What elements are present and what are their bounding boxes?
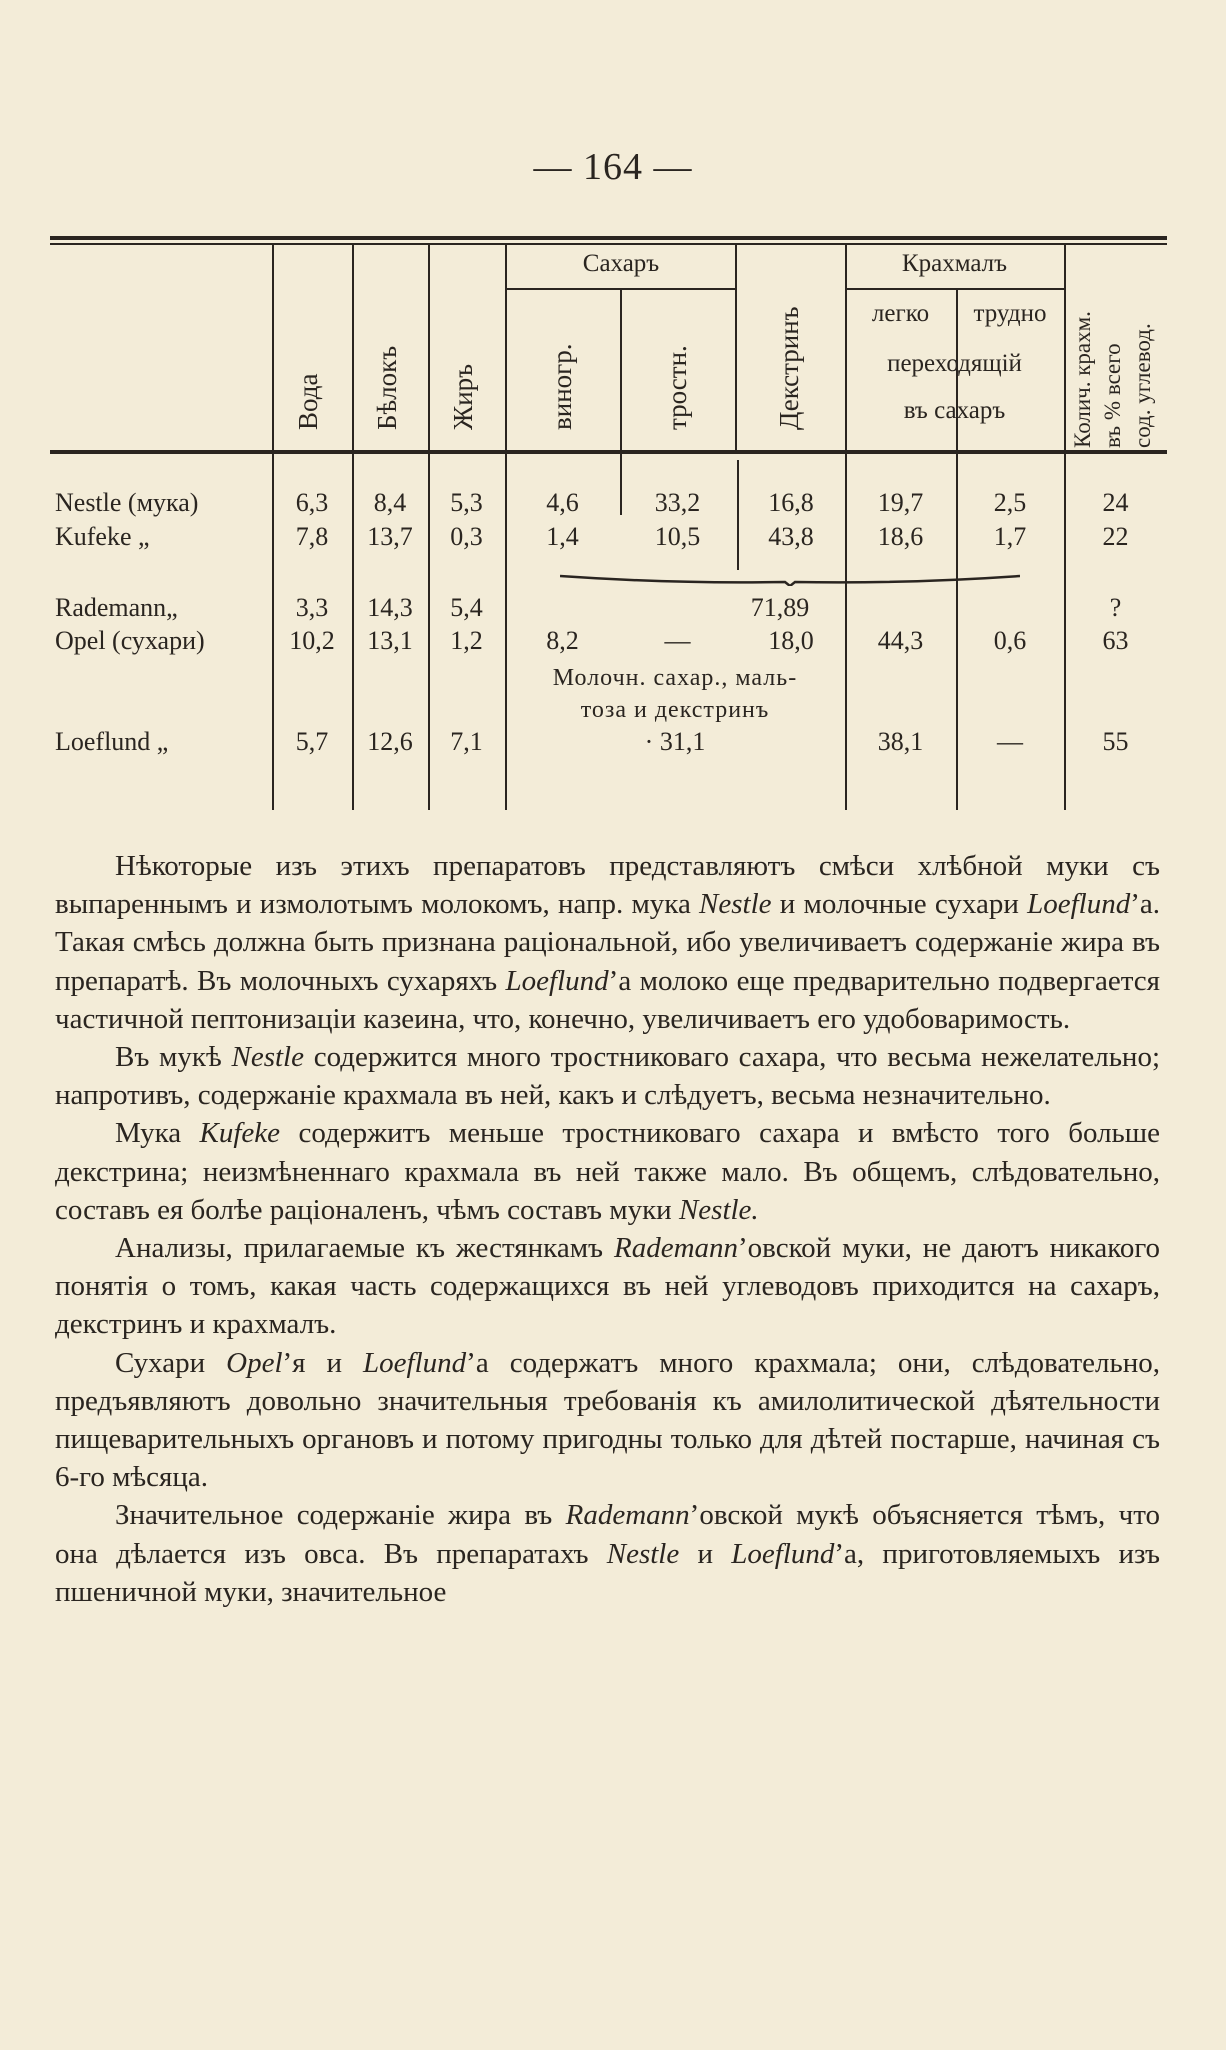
table-cell: 44,3 bbox=[877, 626, 924, 655]
header-sugar: Сахаръ bbox=[582, 250, 660, 277]
text-run: ’а, приготовляемыхъ изъ пшеничной муки, значительное bbox=[55, 1537, 1160, 1608]
text-run: ’я и bbox=[282, 1346, 364, 1379]
table-cell: ? bbox=[1109, 593, 1122, 622]
header-sugar-grape: виногр. bbox=[547, 343, 577, 430]
body-text bbox=[55, 847, 1160, 1611]
header-starch-pct-2: въ % всего bbox=[1100, 343, 1125, 448]
text-run: содержитъ меньше тростниковаго сахара и вмѣсто того больше декстрина; неизмѣненнаго крахмала въ ней также мало. Въ общемъ, слѣдовательно, составъ ея болѣе раціоналенъ, чѣмъ составъ муки bbox=[55, 1117, 1160, 1226]
text-run-italic: Loeflund bbox=[731, 1537, 835, 1570]
table-cell: 22 bbox=[1102, 522, 1129, 551]
loeflund-note-line1: Молочн. сахар., маль- bbox=[552, 665, 798, 691]
header-starch-converting: переходящій bbox=[887, 350, 1022, 377]
header-protein: Бѣлокъ bbox=[372, 345, 402, 430]
text-run-italic: Nestle bbox=[231, 1041, 304, 1074]
text-run-italic: Opel bbox=[226, 1346, 283, 1379]
row-name-kufeke: Kufeke „ bbox=[55, 522, 150, 551]
text-run: Анализы, прилагаемые къ жестянкамъ bbox=[115, 1232, 614, 1265]
table-cell: 2,5 bbox=[993, 488, 1027, 517]
table-cell: 1,4 bbox=[546, 522, 579, 551]
table-header-rule bbox=[50, 450, 1167, 454]
table-cell: 6,3 bbox=[295, 488, 329, 517]
starch-subrule bbox=[845, 288, 1064, 290]
table-cell: · 31,1 bbox=[644, 727, 706, 756]
text-run: Значительное содержаніе жира въ bbox=[115, 1499, 566, 1532]
table-cell: 8,2 bbox=[546, 626, 579, 655]
table-cell: 10,5 bbox=[654, 522, 701, 551]
brace-mark bbox=[560, 574, 1020, 586]
paragraph-3 bbox=[55, 1114, 1160, 1229]
text-run-italic: Nestle bbox=[699, 888, 772, 921]
text-run: Нѣкоторые изъ этихъ препаратовъ представляютъ смѣси хлѣбной муки съ выпареннымъ и измолотымъ молокомъ, напр. мука bbox=[55, 850, 1160, 921]
header-starch-hard: трудно bbox=[973, 300, 1047, 327]
paragraph-4 bbox=[55, 1229, 1160, 1344]
page-number: — 164 — bbox=[533, 146, 693, 188]
text-run: ’а молоко еще предварительно подвергается частичной пептонизаціи казеина, что, конечно, увеличиваетъ его удобоваримость. bbox=[55, 964, 1160, 1035]
row-name-loeflund: Loeflund „ bbox=[55, 727, 169, 756]
row-name-opel: Opel (сухари) bbox=[55, 626, 205, 655]
table-cell: 43,8 bbox=[768, 522, 814, 551]
text-run: и молочные сухари bbox=[771, 888, 1028, 921]
table-cell: 16,8 bbox=[768, 488, 814, 517]
text-run: Сухари bbox=[115, 1346, 227, 1379]
text-run: Мука bbox=[115, 1117, 200, 1150]
table-cell: 33,2 bbox=[654, 488, 701, 517]
header-starch-pct-1: Колич. крахм. bbox=[1070, 311, 1095, 448]
table-cell: — bbox=[997, 727, 1023, 756]
table-cell: 8,4 bbox=[373, 488, 407, 517]
text-run-italic: Nestle. bbox=[678, 1193, 759, 1226]
text-run-italic: Nestle bbox=[606, 1537, 680, 1570]
table-cell: 38,1 bbox=[877, 727, 924, 756]
table-cell: 18,0 bbox=[768, 626, 814, 655]
text-run: Въ мукѣ bbox=[115, 1041, 232, 1074]
table-cell: 24 bbox=[1102, 488, 1129, 517]
header-fat: Жиръ bbox=[448, 363, 478, 430]
table-cell: 4,6 bbox=[546, 488, 579, 517]
loeflund-note-line2: тоза и декстринъ bbox=[580, 697, 770, 723]
table-cell: 5,3 bbox=[450, 488, 483, 517]
paragraph-1 bbox=[55, 847, 1160, 1038]
row-name-rademann: Rademann„ bbox=[55, 593, 178, 622]
header-water: Вода bbox=[293, 373, 323, 430]
text-run: содержится много тростниковаго сахара, что весьма нежелательно; напротивъ, содержаніе крахмала въ ней, какъ и слѣдуетъ, весьма незначительно. bbox=[55, 1041, 1160, 1112]
header-starch-into-sugar: въ сахаръ bbox=[903, 397, 1006, 424]
table-cell: — bbox=[664, 626, 691, 655]
table-cell: 3,3 bbox=[295, 593, 329, 622]
text-run-italic: Kufeke bbox=[199, 1117, 281, 1150]
table-cell: 12,6 bbox=[367, 727, 413, 756]
text-run-italic: Loeflund bbox=[505, 964, 609, 997]
table-top-rule-2 bbox=[50, 243, 1167, 245]
header-sugar-cane: тростн. bbox=[662, 345, 692, 430]
text-run-italic: Loeflund bbox=[363, 1346, 467, 1379]
header-dextrin: Декстринъ bbox=[774, 306, 804, 430]
table-cell: 0,3 bbox=[450, 522, 483, 551]
text-run-italic: Rademann bbox=[565, 1499, 690, 1532]
table-cell: 55 bbox=[1102, 727, 1129, 756]
table-cell: 5,7 bbox=[295, 727, 329, 756]
header-starch-easy: легко bbox=[871, 300, 930, 327]
table-cell: 18,6 bbox=[877, 522, 924, 551]
row-name-nestle: Nestle (мука) bbox=[55, 488, 199, 517]
table-cell: 7,1 bbox=[450, 727, 483, 756]
table-cell: 10,2 bbox=[289, 626, 335, 655]
header-starch-pct-3: сод. углевод. bbox=[1130, 323, 1155, 448]
header-starch: Крахмалъ bbox=[901, 250, 1008, 277]
table-cell: 13,1 bbox=[367, 626, 413, 655]
text-run: ’овской муки, не даютъ никакого понятія о томъ, какая часть содержащихся въ ней углеводовъ приходится на сахаръ, декстринъ и крахмалъ. bbox=[55, 1232, 1160, 1341]
text-run: и bbox=[679, 1537, 732, 1570]
paragraph-2 bbox=[55, 1038, 1160, 1114]
table-cell: 71,89 bbox=[750, 593, 810, 622]
text-run-italic: Rademann bbox=[613, 1232, 739, 1265]
table-top-rule bbox=[50, 236, 1167, 240]
col-divider bbox=[620, 290, 622, 515]
table-cell: 1,2 bbox=[450, 626, 483, 655]
paragraph-6 bbox=[55, 1496, 1160, 1611]
table-cell: 63 bbox=[1102, 626, 1129, 655]
text-run-italic: Loeflund bbox=[1027, 888, 1131, 921]
table-cell: 19,7 bbox=[877, 488, 924, 517]
table-cell: 7,8 bbox=[295, 522, 329, 551]
text-run: ’а содержатъ много крахмала; они, слѣдовательно, предъявляютъ довольно значительныя требованія къ амилолитической дѣятельности пищеварительныхъ органовъ и потому пригодны только для дѣтей постарше, начиная съ 6-го мѣсяца. bbox=[55, 1346, 1160, 1494]
table-cell: 0,6 bbox=[993, 626, 1027, 655]
paragraph-5 bbox=[55, 1344, 1160, 1497]
text-run: ’а. Такая смѣсь должна быть признана раціональной, ибо увеличиваетъ содержаніе жира въ препаратѣ. Въ молочныхъ сухаряхъ bbox=[55, 888, 1161, 997]
table-cell: 1,7 bbox=[993, 522, 1027, 551]
table-cell: 5,4 bbox=[450, 593, 483, 622]
table-cell: 13,7 bbox=[367, 522, 413, 551]
table-cell: 14,3 bbox=[367, 593, 413, 622]
sugar-subrule bbox=[505, 288, 737, 290]
text-run: ’овской мукѣ объясняется тѣмъ, что она дѣлается изъ овса. Въ препаратахъ bbox=[55, 1499, 1160, 1570]
